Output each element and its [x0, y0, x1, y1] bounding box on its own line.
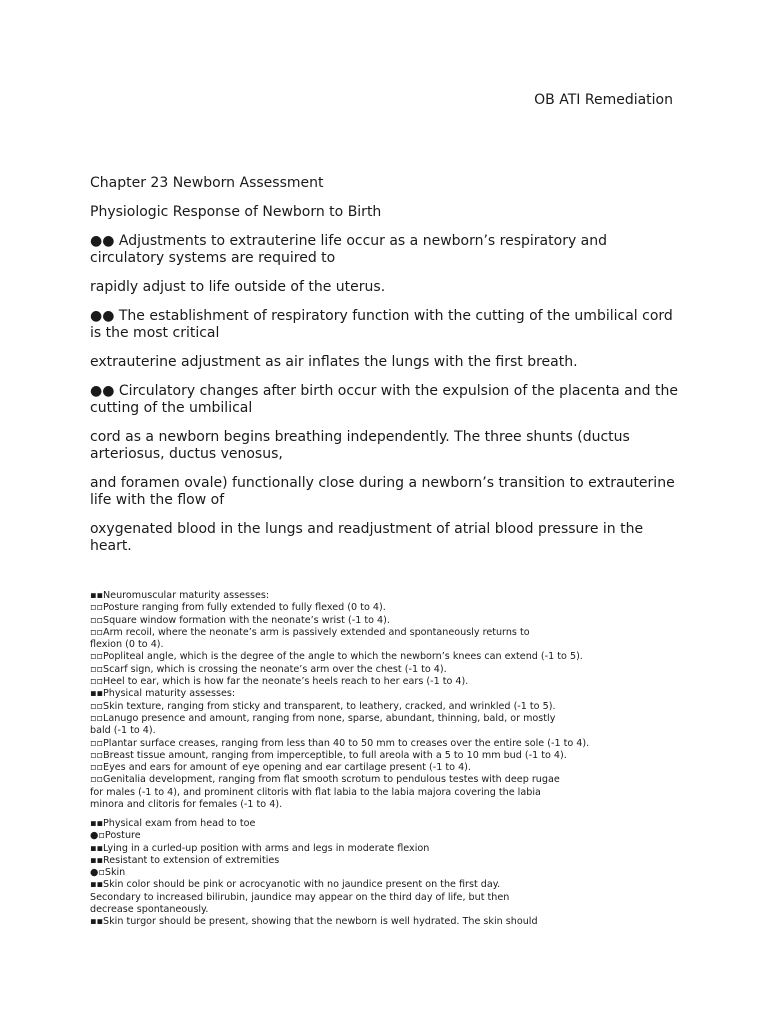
main-body: [90, 175, 680, 567]
list-item: ●▫Posture: [90, 830, 141, 842]
physical-exam-list: [90, 818, 690, 929]
list-item: ▪▪Physical maturity assesses:: [90, 688, 236, 700]
paragraph: rapidly adjust to life outside of the uterus.: [90, 279, 386, 295]
list-item: minora and clitoris for females (-1 to 4).: [90, 799, 283, 811]
paragraph: cord as a newborn begins breathing independently. The three shunts (ductus arteriosus, ductus venosus,: [90, 429, 630, 462]
paragraph: ●● Adjustments to extrauterine life occur as a newborn’s respiratory and circulatory systems are required to: [90, 233, 608, 266]
list-item: ▫▫Arm recoil, where the neonate’s arm is passively extended and spontaneously returns to: [90, 626, 530, 638]
paragraph: oxygenated blood in the lungs and readjustment of atrial blood pressure in the heart.: [90, 521, 644, 554]
list-item: ▫▫Posture ranging from fully extended to fully flexed (0 to 4).: [90, 602, 386, 614]
list-item: ▫▫Genitalia development, ranging from flat smooth scrotum to pendulous testes with deep rugae: [90, 774, 560, 786]
list-item: flexion (0 to 4).: [90, 639, 164, 651]
list-item: ●▫Skin: [90, 867, 126, 879]
list-item: decrease spontaneously.: [90, 904, 209, 916]
list-item: ▫▫Skin texture, ranging from sticky and transparent, to leathery, cracked, and wrinkled (-1 to 5).: [90, 700, 556, 712]
document-header-title: OB ATI Remediation: [534, 92, 673, 108]
list-item: ▫▫Breast tissue amount, ranging from imperceptible, to full areola with a 5 to 10 mm bud (-1 to 4).: [90, 749, 567, 761]
list-item: ▪▪Neuromuscular maturity assesses:: [90, 590, 270, 601]
list-item: ▪▪Resistant to extension of extremities: [90, 854, 280, 866]
list-item: for males (-1 to 4), and prominent clitoris with flat labia to the labia majora covering the labia: [90, 786, 541, 798]
list-item: ▪▪Lying in a curled-up position with arms and legs in moderate flexion: [90, 842, 430, 854]
list-item: ▫▫Plantar surface creases, ranging from less than 40 to 50 mm to creases over the entire sole (-1 to 4).: [90, 737, 590, 749]
list-item: ▪▪Skin color should be pink or acrocyanotic with no jaundice present on the first day.: [90, 879, 501, 891]
list-item: ▫▫Popliteal angle, which is the degree of the angle to which the newborn’s knees can extend (-1 to 5).: [90, 651, 583, 663]
paragraph: ●● Circulatory changes after birth occur with the expulsion of the placenta and the cutting of the umbilical: [90, 383, 678, 416]
list-item: ▫▫Square window formation with the neonate’s wrist (-1 to 4).: [90, 614, 390, 626]
list-item: ▫▫Scarf sign, which is crossing the neonate’s arm over the chest (-1 to 4).: [90, 663, 447, 675]
list-item: ▪▪Skin turgor should be present, showing that the newborn is well hydrated. The skin should: [90, 916, 538, 928]
list-item: ▫▫Lanugo presence and amount, ranging from none, sparse, abundant, thinning, bald, or mostly: [90, 712, 556, 724]
list-item: Secondary to increased bilirubin, jaundice may appear on the third day of life, but then: [90, 891, 510, 903]
section-title: Physiologic Response of Newborn to Birth: [90, 204, 382, 220]
paragraph: ●● The establishment of respiratory function with the cutting of the umbilical cord is the most critical: [90, 308, 673, 341]
maturity-assessment-list: [90, 590, 690, 811]
list-item: ▪▪Physical exam from head to toe: [90, 818, 256, 829]
list-item: ▫▫Eyes and ears for amount of eye opening and ear cartilage present (-1 to 4).: [90, 762, 471, 774]
chapter-title: Chapter 23 Newborn Assessment: [90, 175, 324, 191]
list-item: bald (-1 to 4).: [90, 725, 156, 737]
paragraph: extrauterine adjustment as air inflates the lungs with the first breath.: [90, 354, 578, 370]
list-item: ▫▫Heel to ear, which is how far the neonate’s heels reach to her ears (-1 to 4).: [90, 676, 469, 688]
paragraph: and foramen ovale) functionally close during a newborn’s transition to extrauterine life with the flow of: [90, 475, 675, 508]
